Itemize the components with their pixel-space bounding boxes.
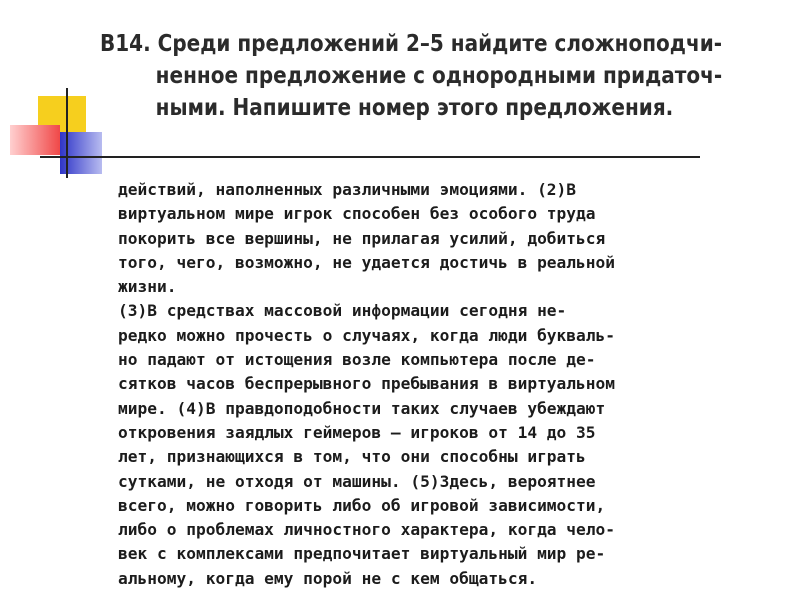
task-line-1: B14. Среди предложений 2–5 найдите сложноподчи- (100, 31, 723, 57)
passage-line: мире. (4)В правдоподобности таких случаев убеждают (118, 398, 606, 418)
passage-line: век с комплексами предпочитает виртуальный мир ре- (118, 544, 606, 564)
task-line-3: ными. Напишите номер этого предложения. (155, 95, 674, 121)
passage-line: лет, признающихся в том, что они способны играть (118, 447, 586, 467)
passage-line: сятков часов беспрерывного пребывания в виртуальном (118, 374, 616, 394)
passage-line: редко можно прочесть о случаях, когда люди букваль- (118, 325, 616, 345)
decorative-vertical-line (66, 88, 68, 178)
passage-line: жизни. (118, 277, 177, 297)
passage-line: (3)В средствах массовой информации сегодня не- (118, 301, 567, 321)
passage-line: действий, наполненных различными эмоциями. (2)В (118, 180, 577, 199)
passage-line: откровения заядлых геймеров — игроков от 14 до 35 (118, 422, 596, 442)
decorative-red-square (10, 125, 60, 155)
passage-text (118, 178, 768, 591)
task-line-2: ненное предложение с однородными придаточ- (155, 63, 723, 89)
passage-line: виртуальном мире игрок способен без особого труда (118, 204, 596, 224)
decorative-horizontal-line (40, 156, 700, 158)
passage-line: альному, когда ему порой не с кем общаться. (118, 568, 538, 588)
task-header (100, 28, 723, 124)
passage-line: того, чего, возможно, не удается достичь в реальной (118, 252, 616, 272)
passage-line: всего, можно говорить либо об игровой зависимости, (118, 495, 606, 515)
passage-line: сутками, не отходя от машины. (5)Здесь, вероятнее (118, 471, 596, 491)
passage-line: покорить все вершины, не прилагая усилий, добиться (118, 228, 606, 248)
passage-line: но падают от истощения возле компьютера после де- (118, 350, 596, 370)
passage-line: либо о проблемах личностного характера, когда чело- (118, 520, 616, 540)
